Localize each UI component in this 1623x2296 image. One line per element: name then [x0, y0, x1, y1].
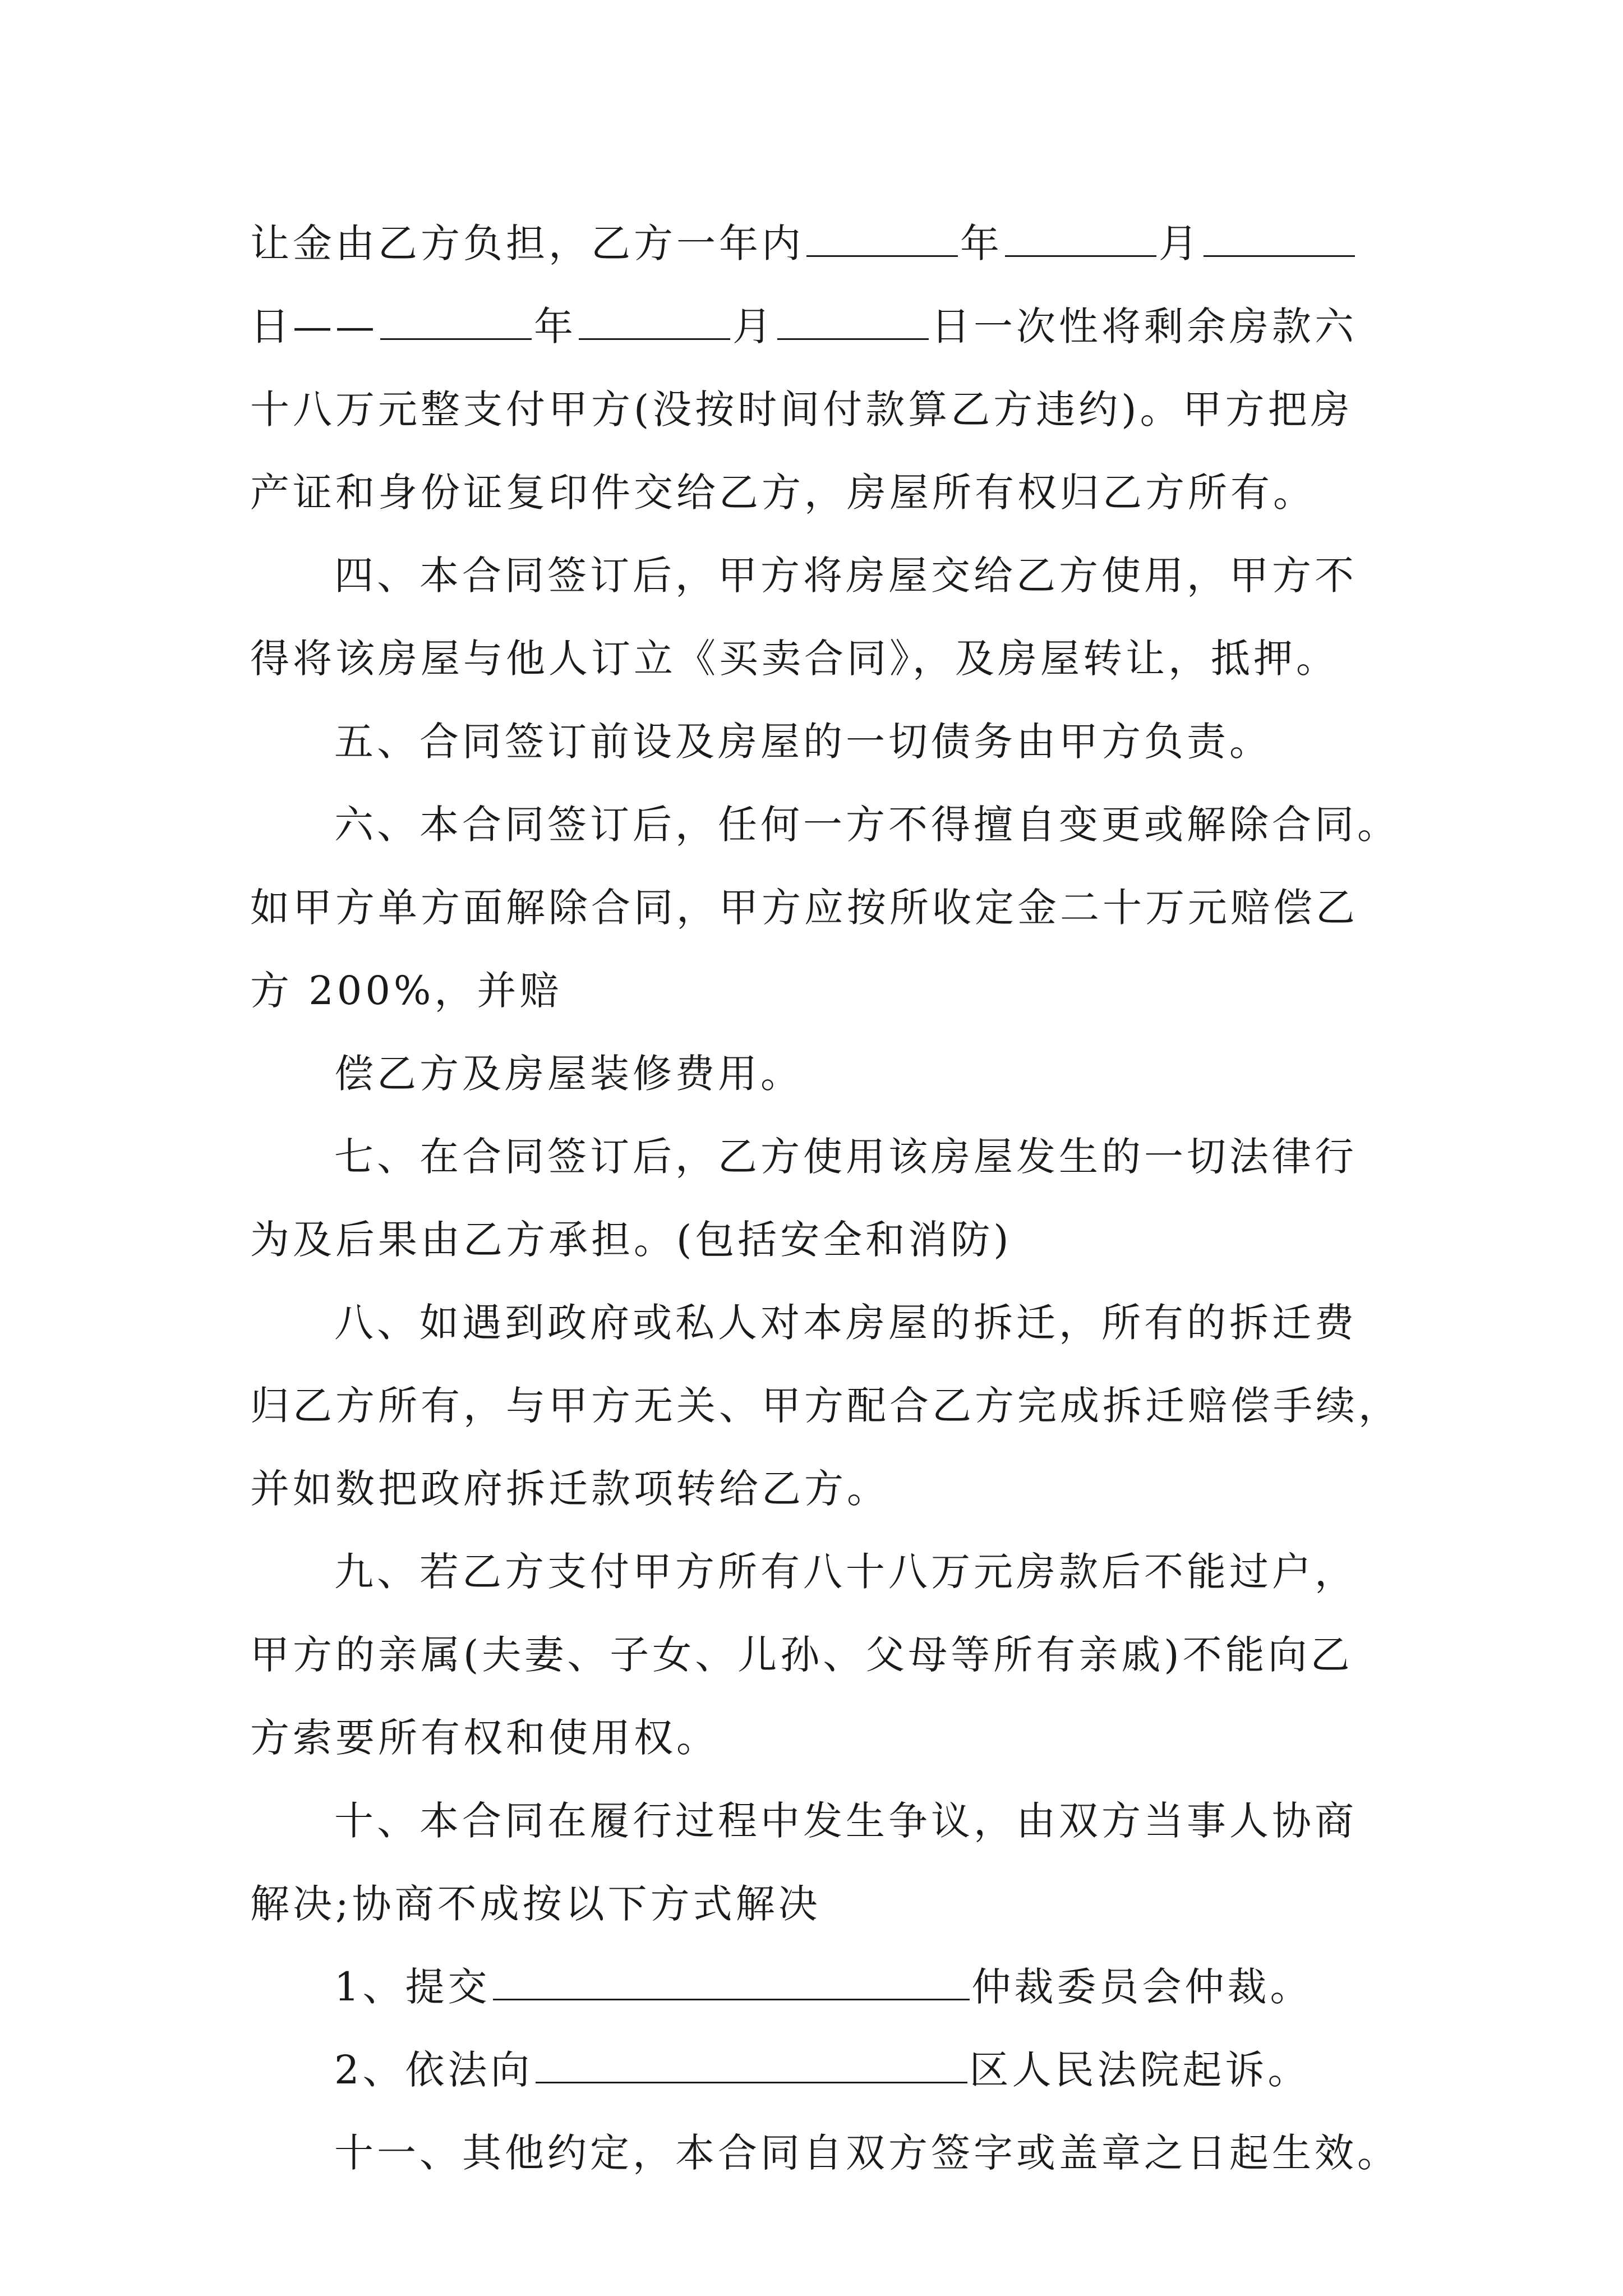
- line-text: 仲裁委员会仲裁。: [971, 1964, 1313, 2010]
- paragraph-line: 甲方的亲属(夫妻、子女、儿孙、父母等所有亲戚)不能向乙: [250, 1632, 1353, 1678]
- date-blank-month[interactable]: [1005, 216, 1156, 257]
- paragraph-line: 偿乙方及房屋装修费用。: [334, 1051, 803, 1097]
- line-text: 月: [1159, 220, 1201, 266]
- line-text: 日一次性将剩余房款六: [931, 303, 1357, 349]
- clause-11: 十一、其他约定，本合同自双方签字或盖章之日起生效。: [334, 2130, 1400, 2176]
- document-body: [250, 202, 1401, 2194]
- clause-5: 五、合同签订前设及房屋的一切债务由甲方负责。: [334, 719, 1272, 765]
- line-text: 让金由乙方负担，乙方一年内: [250, 220, 804, 266]
- paragraph-line: 十八万元整支付甲方(没按时间付款算乙方违约)。甲方把房: [250, 386, 1353, 432]
- clause-4: 四、本合同签订后，甲方将房屋交给乙方使用，甲方不: [334, 553, 1357, 599]
- paragraph-line: 产证和身份证复印件交给乙方，房屋所有权归乙方所有。: [250, 470, 1316, 516]
- line-text: 年: [534, 303, 577, 349]
- paragraph-line: [250, 285, 1394, 368]
- paragraph-line: 解决;协商不成按以下方式解决: [250, 1881, 821, 1927]
- dispute-option-2: [250, 2028, 1394, 2111]
- paragraph-line: 方 200%，并赔: [250, 968, 562, 1014]
- arbitration-commission-blank[interactable]: [493, 1959, 970, 2000]
- line-text: 2、依法向: [334, 2047, 533, 2093]
- clause-7: 七、在合同签订后，乙方使用该房屋发生的一切法律行: [334, 1134, 1357, 1180]
- clause-9: 九、若乙方支付甲方所有八十八万元房款后不能过户，: [334, 1549, 1357, 1595]
- clause-6: 六、本合同签订后，任何一方不得擅自变更或解除合同。: [334, 802, 1400, 848]
- line-text: 年: [960, 220, 1003, 266]
- court-district-blank[interactable]: [536, 2042, 967, 2083]
- line-text: 1、提交: [334, 1964, 491, 2010]
- date-blank-day[interactable]: [777, 299, 929, 340]
- line-text: 区人民法院起诉。: [969, 2047, 1311, 2093]
- date-blank-year[interactable]: [806, 216, 958, 257]
- paragraph-line: 方索要所有权和使用权。: [250, 1715, 719, 1761]
- paragraph-line: 并如数把政府拆迁款项转给乙方。: [250, 1466, 889, 1512]
- paragraph-line: 归乙方所有，与甲方无关、甲方配合乙方完成拆迁赔偿手续，: [250, 1383, 1401, 1429]
- paragraph-line: [250, 202, 1394, 285]
- date-blank-day[interactable]: [1204, 216, 1355, 257]
- date-blank-year[interactable]: [380, 299, 532, 340]
- paragraph-line: 为及后果由乙方承担。(包括安全和消防): [250, 1217, 1012, 1263]
- clause-8: 八、如遇到政府或私人对本房屋的拆迁，所有的拆迁费: [334, 1300, 1357, 1346]
- clause-10: 十、本合同在履行过程中发生争议，由双方当事人协商: [334, 1798, 1357, 1844]
- paragraph-line: 如甲方单方面解除合同，甲方应按所收定金二十万元赔偿乙: [250, 885, 1358, 931]
- line-text: 日——: [250, 303, 378, 349]
- dispute-option-1: [250, 1945, 1394, 2028]
- date-blank-month[interactable]: [579, 299, 730, 340]
- paragraph-line: 得将该房屋与他人订立《买卖合同》，及房屋转让，抵押。: [250, 636, 1339, 682]
- line-text: 月: [732, 303, 775, 349]
